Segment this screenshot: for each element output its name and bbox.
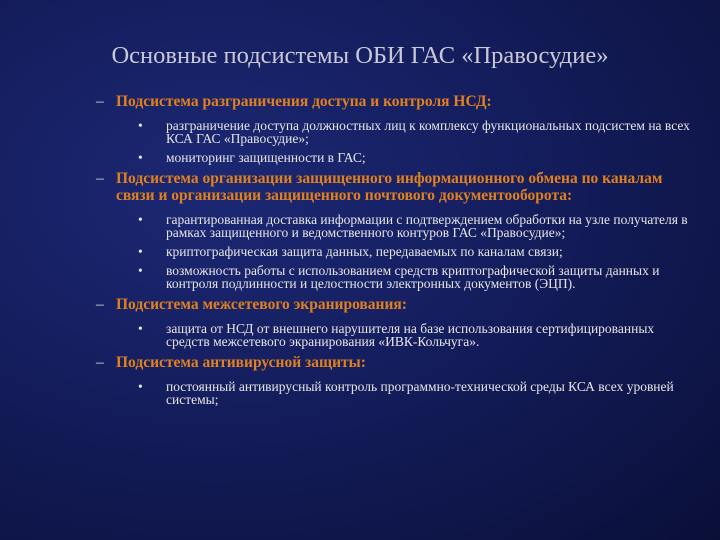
list-item-text: возможность работы с использованием средств криптографической защиты данных и контроля подлинности и целостности электронных документов (ЭЦП). <box>166 263 660 291</box>
list-item <box>96 119 696 145</box>
list-item-text: гарантированная доставка информации с подтверждением обработки на узле получателя в рамках защищенного и ведомственного контуров ГАС «Правосудие»; <box>166 212 688 240</box>
bullet-marker: • <box>138 321 143 336</box>
bullet-marker: • <box>138 150 143 165</box>
dash-marker: – <box>96 354 104 371</box>
slide-title: Основные подсистемы ОБИ ГАС «Правосудие» <box>111 42 609 69</box>
section-heading-text: Подсистема межсетевого экранирования: <box>116 296 407 313</box>
list-item <box>96 264 696 290</box>
section-heading <box>96 354 696 371</box>
section-secure-exchange <box>96 170 696 290</box>
section-heading <box>96 296 696 313</box>
list-item-text: защита от НСД от внешнего нарушителя на базе использования сертифицированных средств межсетевого экранирования «ИВК-Кольчуга». <box>166 321 655 349</box>
bullet-list <box>96 322 696 348</box>
list-item-text: постоянный антивирусный контроль программно-технической среды КСА всех уровней системы; <box>166 379 674 407</box>
dash-marker: – <box>96 93 104 110</box>
list-item <box>96 245 696 258</box>
section-access-control <box>96 93 696 164</box>
list-item-text: мониторинг защищенности в ГАС; <box>166 150 366 165</box>
section-heading <box>96 170 696 204</box>
bullet-marker: • <box>138 379 143 394</box>
bullet-marker: • <box>138 244 143 259</box>
section-firewall <box>96 296 696 348</box>
list-item <box>96 213 696 239</box>
section-heading-text: Подсистема антивирусной защиты: <box>116 354 366 371</box>
section-heading-text: Подсистема организации защищенного информационного обмена по каналам связи и организации защищенного почтового документооборота: <box>116 170 663 204</box>
bullet-list <box>96 119 696 164</box>
list-item-text: разграничение доступа должностных лиц к комплексу функциональных подсистем на всех КСА ГАС «Правосудие»; <box>166 118 690 146</box>
list-item <box>96 380 696 406</box>
bullet-marker: • <box>138 118 143 133</box>
section-heading <box>96 93 696 110</box>
list-item-text: криптографическая защита данных, передаваемых по каналам связи; <box>166 244 563 259</box>
bullet-marker: • <box>138 212 143 227</box>
list-item <box>96 151 696 164</box>
section-heading-text: Подсистема разграничения доступа и контроля НСД: <box>116 93 492 110</box>
bullet-list <box>96 213 696 290</box>
dash-marker: – <box>96 170 104 187</box>
dash-marker: – <box>96 296 104 313</box>
section-antivirus <box>96 354 696 406</box>
slide-content <box>96 93 696 412</box>
bullet-list <box>96 380 696 406</box>
bullet-marker: • <box>138 263 143 278</box>
list-item <box>96 322 696 348</box>
